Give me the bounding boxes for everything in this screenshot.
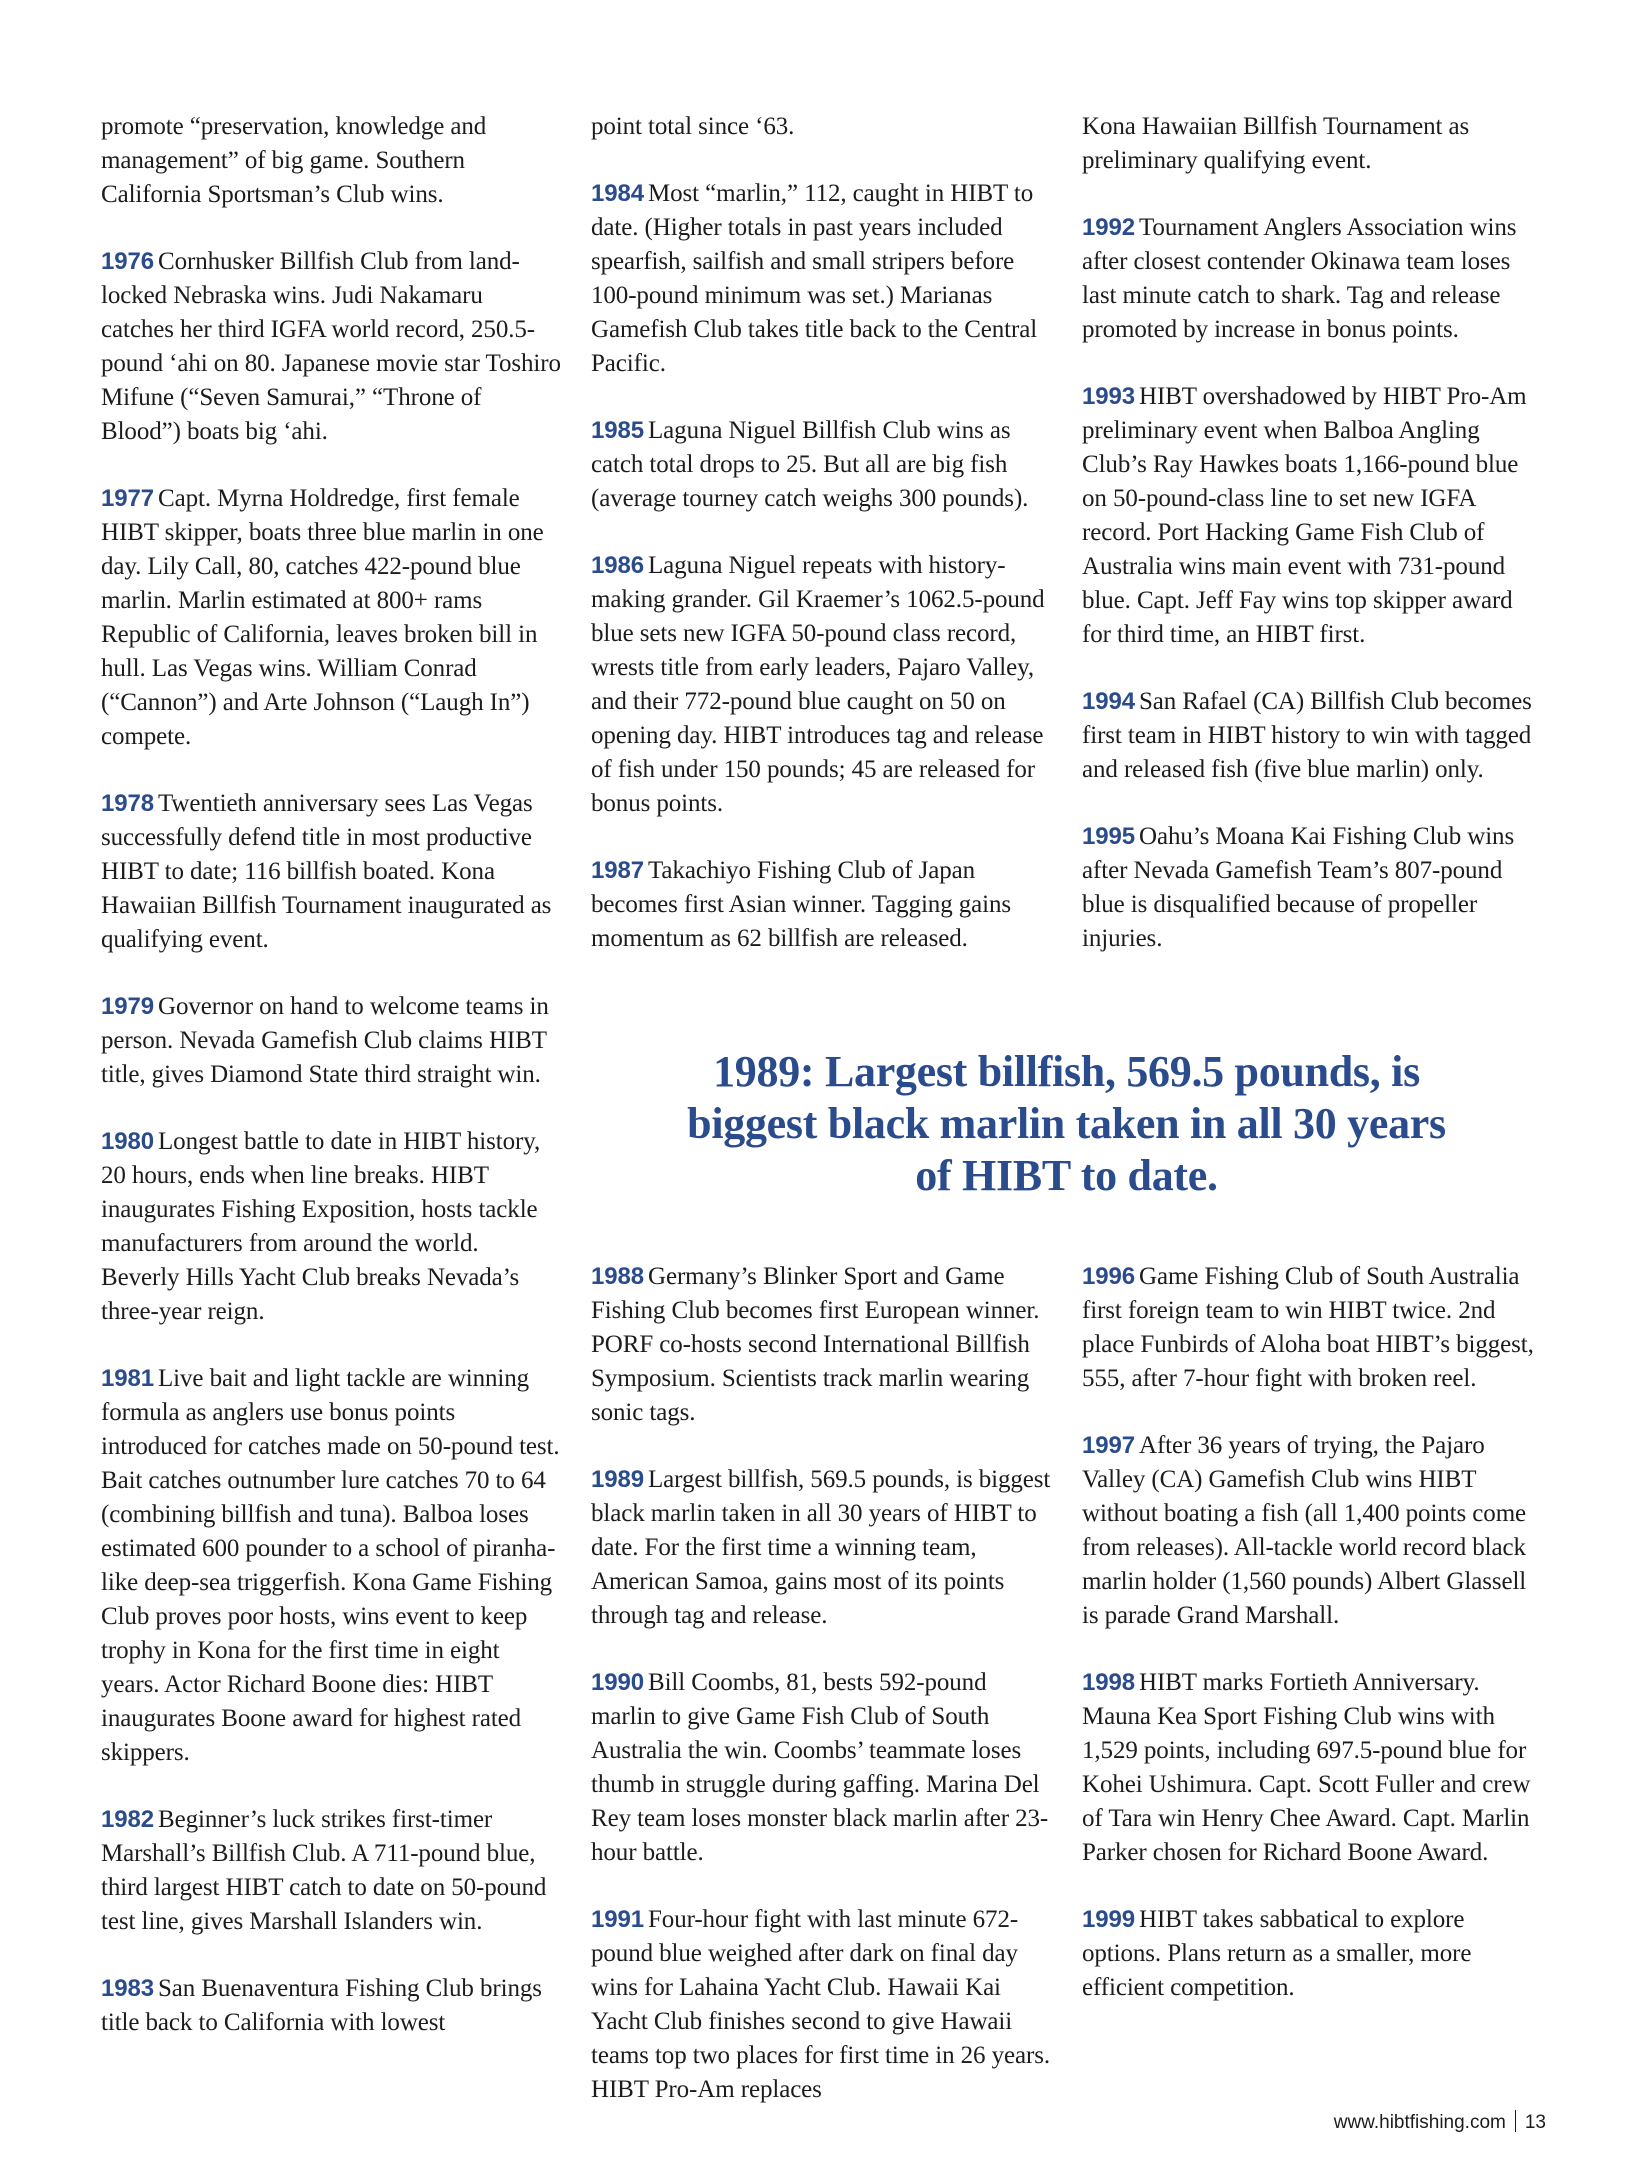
column-3-lower <box>1082 1260 1542 2005</box>
website-link[interactable]: www.hibtfishing.com <box>1333 2112 1506 2133</box>
entry-text: point total since ‘63. <box>591 113 795 140</box>
entry-text: Laguna Niguel repeats with history-making grander. Gil Kraemer’s 1062.5-pound blue sets new IGFA 50-pound class record, wrests title from early leaders, Pajaro Valley, and their 772-pound blue caught on 50 on opening day. HIBT introduces tag and release of fish under 150 pounds; 45 are released for bonus points. <box>591 552 1045 817</box>
entry-text: Governor on hand to welcome teams in person. Nevada Gamefish Club claims HIBT title, gives Diamond State third straight win. <box>101 993 549 1088</box>
timeline-entry-1996 <box>1082 1260 1542 1396</box>
entry-text: Takachiyo Fishing Club of Japan becomes first Asian winner. Tagging gains momentum as 62 billfish are released. <box>591 857 1012 952</box>
entry-year: 1984 <box>591 180 644 207</box>
entry-text: HIBT takes sabbatical to explore options. Plans return as a smaller, more efficient competition. <box>1082 1906 1472 2001</box>
entry-text: promote “preservation, knowledge and management” of big game. Southern California Sportsman’s Club wins. <box>101 113 487 208</box>
pull-quote <box>591 1046 1542 1202</box>
entry-year: 1982 <box>101 1806 154 1833</box>
timeline-entry-1989 <box>591 1463 1051 1633</box>
entry-year: 1980 <box>101 1128 154 1155</box>
entry-text: Four-hour fight with last minute 672-pound blue weighed after dark on final day wins for Lahaina Yacht Club. Hawaii Kai Yacht Club finishes second to give Hawaii teams top two places for first time in 26 years. HIBT Pro-Am replaces <box>591 1906 1050 2103</box>
timeline-entry-1998 <box>1082 1666 1542 1870</box>
timeline-entry-1983 <box>101 1972 561 2040</box>
entry-year: 1995 <box>1082 823 1135 850</box>
timeline-entry-1977 <box>101 482 561 754</box>
entry-year: 1994 <box>1082 688 1135 715</box>
entry-text: San Rafael (CA) Billfish Club becomes first team in HIBT history to win with tagged and released fish (five blue marlin) only. <box>1082 688 1532 783</box>
timeline-entry-1992 <box>1082 211 1542 347</box>
entry-year: 1997 <box>1082 1432 1135 1459</box>
footer-divider <box>1515 2110 1516 2132</box>
timeline-entry-1997 <box>1082 1429 1542 1633</box>
timeline-entry-1984 <box>591 177 1051 381</box>
entry-text: San Buenaventura Fishing Club brings title back to California with lowest <box>101 1975 542 2036</box>
timeline-entry-1999 <box>1082 1903 1542 2005</box>
entry-text: HIBT overshadowed by HIBT Pro-Am preliminary event when Balboa Angling Club’s Ray Hawkes boats 1,166-pound blue on 50-pound-class line to set new IGFA record. Port Hacking Game Fish Club of Australia wins main event with 731-pound blue. Capt. Jeff Fay wins top skipper award for third time, an HIBT first. <box>1082 383 1527 648</box>
entry-year: 1999 <box>1082 1906 1135 1933</box>
entry-text: Kona Hawaiian Billfish Tournament as preliminary qualifying event. <box>1082 113 1470 174</box>
timeline-entry-1993 <box>1082 380 1542 652</box>
pull-quote-line-1: 1989: Largest billfish, 569.5 pounds, is <box>713 1047 1420 1096</box>
timeline-entry-1991 <box>591 1903 1051 2107</box>
entry-year: 1983 <box>101 1975 154 2002</box>
entry-year: 1978 <box>101 790 154 817</box>
entry-year: 1998 <box>1082 1669 1135 1696</box>
timeline-entry-1986 <box>591 549 1051 821</box>
entry-year: 1976 <box>101 248 154 275</box>
column-1 <box>101 110 561 2040</box>
entry-text: Cornhusker Billfish Club from land-locked Nebraska wins. Judi Nakamaru catches her third IGFA world record, 250.5-pound ‘ahi on 80. Japanese movie star Toshiro Mifune (“Seven Samurai,” “Throne of Blood”) boats big ‘ahi. <box>101 248 561 445</box>
column-3 <box>1082 110 1542 956</box>
timeline-entry-1981 <box>101 1362 561 1770</box>
timeline-entry-1976 <box>101 245 561 449</box>
timeline-entry-1988 <box>591 1260 1051 1430</box>
entry-text: Germany’s Blinker Sport and Game Fishing Club becomes first European winner. PORF co-hosts second International Billfish Symposium. Scientists track marlin wearing sonic tags. <box>591 1263 1040 1426</box>
entry-text: Beginner’s luck strikes first-timer Marshall’s Billfish Club. A 711-pound blue, third largest HIBT catch to date on 50-pound test line, gives Marshall Islanders win. <box>101 1806 547 1935</box>
timeline-entry-1982 <box>101 1803 561 1939</box>
timeline-entry-1987 <box>591 854 1051 956</box>
timeline-entry-1995 <box>1082 820 1542 956</box>
timeline-entry-1978 <box>101 787 561 957</box>
pull-quote-line-2: biggest black marlin taken in all 30 years <box>687 1099 1446 1148</box>
column-2-lower <box>591 1260 1051 2107</box>
entry-text: Twentieth anniversary sees Las Vegas successfully defend title in most productive HIBT to date; 116 billfish boated. Kona Hawaiian Billfish Tournament inaugurated as qualifying event. <box>101 790 552 953</box>
entry-year: 1985 <box>591 417 644 444</box>
entry-text: Oahu’s Moana Kai Fishing Club wins after Nevada Gamefish Team’s 807-pound blue is disqualified because of propeller injuries. <box>1082 823 1515 952</box>
column-2 <box>591 110 1051 956</box>
entry-text: Capt. Myrna Holdredge, first female HIBT skipper, boats three blue marlin in one day. Lily Call, 80, catches 422-pound blue marlin. Marlin estimated at 800+ rams Republic of California, leaves broken bill in hull. Las Vegas wins. William Conrad (“Cannon”) and Arte Johnson (“Laugh In”) compete. <box>101 485 544 750</box>
entry-year: 1986 <box>591 552 644 579</box>
entry-text: Game Fishing Club of South Australia first foreign team to win HIBT twice. 2nd place Funbirds of Aloha boat HIBT’s biggest, 555, after 7-hour fight with broken reel. <box>1082 1263 1534 1392</box>
timeline-entry-1980 <box>101 1125 561 1329</box>
timeline-entry-1990 <box>591 1666 1051 1870</box>
entry-year: 1992 <box>1082 214 1135 241</box>
entry-year: 1981 <box>101 1365 154 1392</box>
entry-year: 1977 <box>101 485 154 512</box>
entry-text: HIBT marks Fortieth Anniversary. Mauna Kea Sport Fishing Club wins with 1,529 points, including 697.5-pound blue for Kohei Ushimura. Capt. Scott Fuller and crew of Tara win Henry Chee Award. Capt. Marlin Parker chosen for Richard Boone Award. <box>1082 1669 1531 1866</box>
entry-text: Bill Coombs, 81, bests 592-pound marlin to give Game Fish Club of South Australia the win. Coombs’ teammate loses thumb in struggle during gaffing. Marina Del Rey team loses monster black marlin after 23-hour battle. <box>591 1669 1049 1866</box>
timeline-entry-continued <box>1082 110 1542 178</box>
entry-text: Live bait and light tackle are winning formula as anglers use bonus points introduced for catches made on 50-pound test. Bait catches outnumber lure catches 70 to 64 (combining billfish and tuna). Balboa loses estimated 600 pounder to a school of piranha-like deep-sea triggerfish. Kona Game Fishing Club proves poor hosts, wins event to keep trophy in Kona for the first time in eight years. Actor Richard Boone dies: HIBT inaugurates Boone award for highest rated skippers. <box>101 1365 560 1766</box>
entry-year: 1990 <box>591 1669 644 1696</box>
timeline-entry-continued <box>101 110 561 212</box>
timeline-entry-1994 <box>1082 685 1542 787</box>
entry-year: 1979 <box>101 993 154 1020</box>
entry-year: 1996 <box>1082 1263 1135 1290</box>
entry-text: Tournament Anglers Association wins after closest contender Okinawa team loses last minute catch to shark. Tag and release promoted by increase in bonus points. <box>1082 214 1517 343</box>
entry-text: Laguna Niguel Billfish Club wins as catch total drops to 25. But all are big fish (average tourney catch weighs 300 pounds). <box>591 417 1029 512</box>
entry-year: 1989 <box>591 1466 644 1493</box>
entry-year: 1988 <box>591 1263 644 1290</box>
timeline-entry-1985 <box>591 414 1051 516</box>
entry-text: Largest billfish, 569.5 pounds, is biggest black marlin taken in all 30 years of HIBT to date. For the first time a winning team, American Samoa, gains most of its points through tag and release. <box>591 1466 1051 1629</box>
page-footer <box>1334 2110 1546 2134</box>
timeline-entry-continued <box>591 110 1051 144</box>
timeline-entry-1979 <box>101 990 561 1092</box>
pull-quote-line-3: of HIBT to date. <box>915 1151 1218 1200</box>
entry-year: 1987 <box>591 857 644 884</box>
page-number: 13 <box>1524 2112 1546 2133</box>
entry-text: After 36 years of trying, the Pajaro Valley (CA) Gamefish Club wins HIBT without boating a fish (all 1,400 points come from releases). All-tackle world record black marlin holder (1,560 pounds) Albert Glassell is parade Grand Marshall. <box>1082 1432 1527 1629</box>
entry-text: Longest battle to date in HIBT history, 20 hours, ends when line breaks. HIBT inaugurates Fishing Exposition, hosts tackle manufacturers from around the world. Beverly Hills Yacht Club breaks Nevada’s three-year reign. <box>101 1128 541 1325</box>
entry-text: Most “marlin,” 112, caught in HIBT to date. (Higher totals in past years included spearfish, sailfish and small stripers before 100-pound minimum was set.) Marianas Gamefish Club takes title back to the Central Pacific. <box>591 180 1038 377</box>
entry-year: 1993 <box>1082 383 1135 410</box>
entry-year: 1991 <box>591 1906 644 1933</box>
